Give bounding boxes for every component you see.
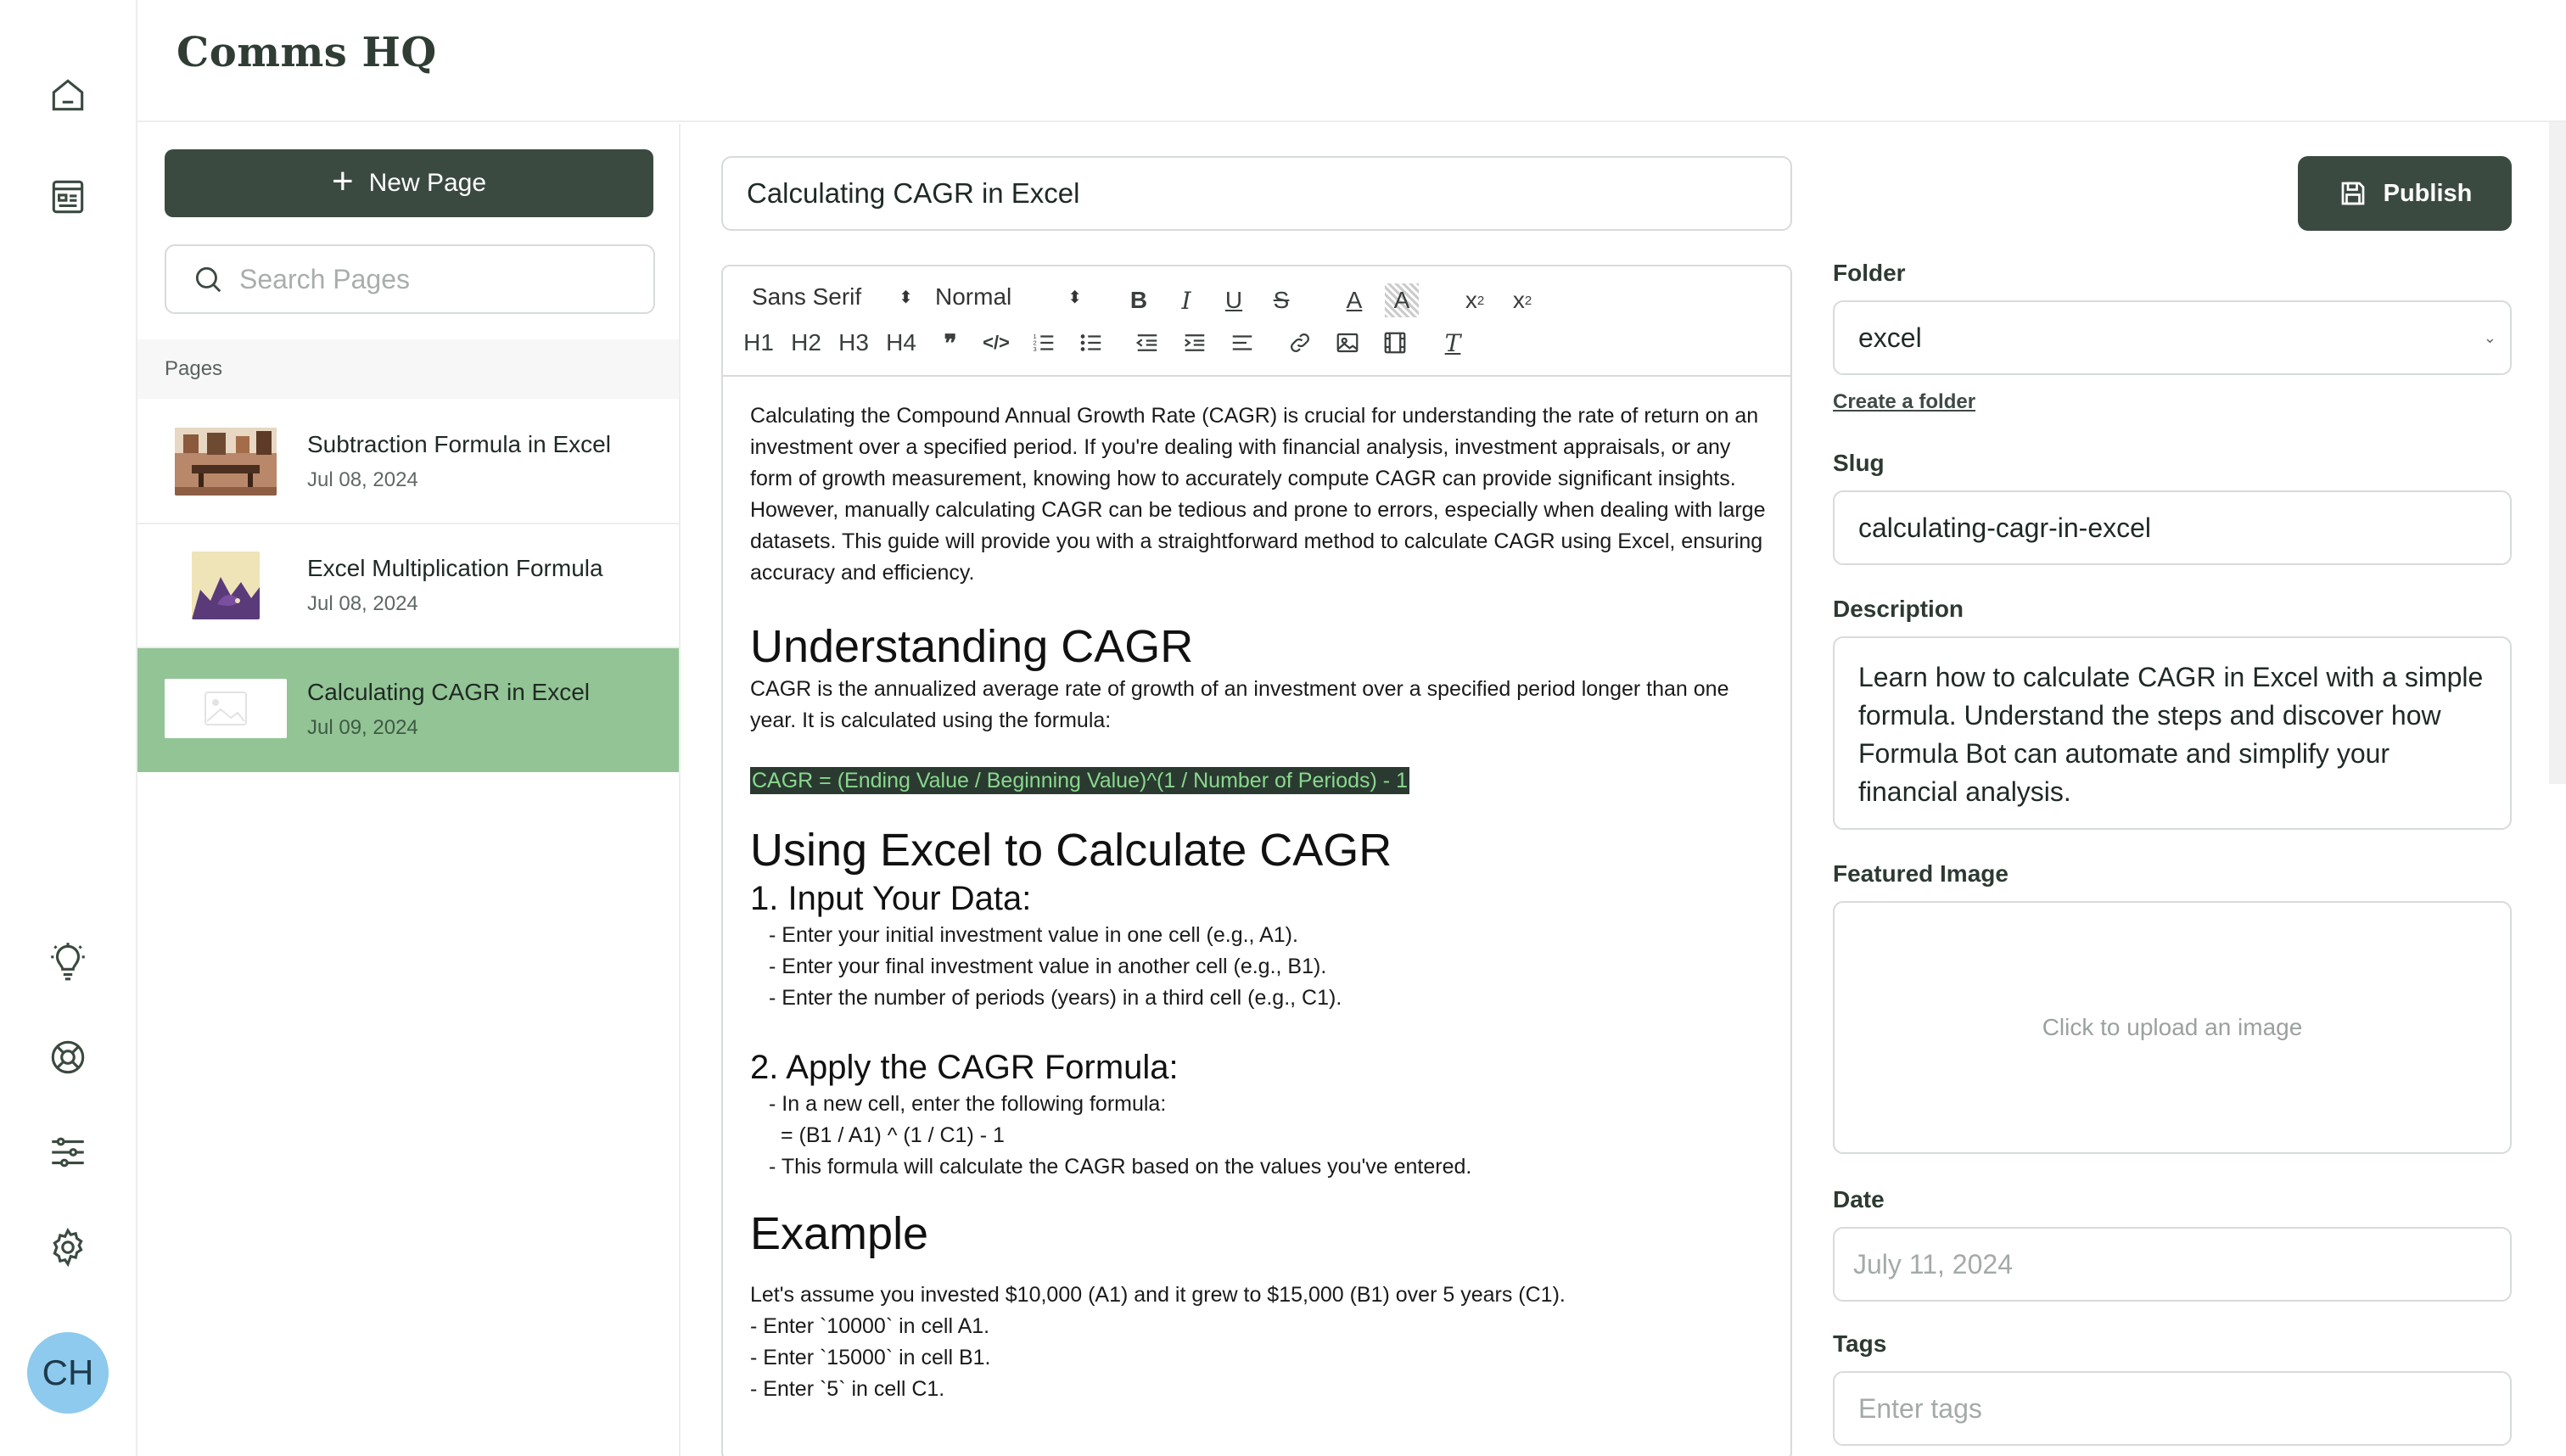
- list-item: - Enter the number of periods (years) in a third cell (e.g., C1).: [769, 986, 1342, 1010]
- plus-icon: +: [331, 160, 354, 202]
- scrollbar[interactable]: [2549, 122, 2566, 784]
- intro-paragraph: Calculating the Compound Annual Growth Rate (CAGR) is crucial for understanding the rate of return on an investment over a specified period. If you're dealing with financial analysis, investment appraisals, or any form of growth measurement, knowing how to accurately compute CAGR can provide significant insights. However, manually calculating CAGR can be tedious and prone to errors, especially when dealing with large datasets. This guide will provide you with a straightforward method to calculate CAGR using Excel, ensuring accuracy and efficiency.: [750, 404, 1766, 585]
- list-item: - Enter your initial investment value in one cell (e.g., A1).: [769, 923, 1298, 947]
- create-folder-link[interactable]: Create a folder: [1833, 390, 1976, 413]
- date-input[interactable]: [1833, 1227, 2512, 1302]
- rich-text-editor[interactable]: [721, 265, 1792, 1456]
- underline-icon[interactable]: U: [1224, 287, 1243, 313]
- blockquote-icon[interactable]: ❞: [944, 329, 957, 356]
- video-icon[interactable]: [1378, 326, 1412, 360]
- heading-apply-formula: 2. Apply the CAGR Formula:: [750, 1049, 1179, 1086]
- publish-label: Publish: [2383, 179, 2473, 207]
- page-item-title: Subtraction Formula in Excel: [307, 431, 611, 457]
- strikethrough-icon[interactable]: S: [1273, 287, 1290, 313]
- font-family-value: Sans Serif: [752, 283, 862, 310]
- heading-2-button[interactable]: [787, 326, 825, 360]
- folder-value: excel: [1858, 322, 1922, 353]
- page-list-item[interactable]: [137, 524, 679, 648]
- list-item: - Enter `15000` in cell B1.: [750, 1346, 991, 1369]
- ordered-list-icon[interactable]: [1027, 326, 1061, 360]
- date-placeholder: July 11, 2024: [1853, 1248, 2013, 1280]
- list-item: - In a new cell, enter the following formula:: [769, 1092, 1167, 1116]
- pages-section-label: Pages: [137, 339, 679, 399]
- folder-label: Folder: [1833, 260, 1906, 286]
- list-item: - Enter your final investment value in another cell (e.g., B1).: [769, 955, 1327, 978]
- heading-understanding: Understanding CAGR: [750, 621, 1194, 672]
- editor-toolbar: [723, 266, 1792, 377]
- lifebuoy-icon[interactable]: [39, 1028, 97, 1086]
- chevron-down-icon: ⌄: [2483, 328, 2496, 346]
- featured-image-upload[interactable]: [1833, 901, 2512, 1154]
- h1-label: H1: [743, 329, 774, 356]
- page-list-item-active[interactable]: [137, 648, 679, 772]
- page-thumbnail: [192, 552, 260, 619]
- page-thumbnail: [175, 428, 277, 496]
- heading-3-button[interactable]: [835, 326, 872, 360]
- slug-label: Slug: [1833, 450, 1885, 476]
- font-size-value: Normal: [935, 283, 1012, 310]
- h2-label: H2: [791, 329, 821, 356]
- description-textarea[interactable]: [1833, 636, 2512, 830]
- example-paragraph: Let's assume you invested $10,000 (A1) and it grew to $15,000 (B1) over 5 years (C1).: [750, 1283, 1566, 1307]
- new-page-button[interactable]: [165, 149, 653, 217]
- heading-example: Example: [750, 1208, 929, 1259]
- slug-value: calculating-cagr-in-excel: [1858, 512, 2152, 543]
- font-size-select[interactable]: [935, 283, 1082, 311]
- formula-line: = (B1 / A1) ^ (1 / C1) - 1: [781, 1123, 1005, 1147]
- page-title-input[interactable]: [721, 156, 1792, 231]
- list-item: - This formula will calculate the CAGR based on the values you've entered.: [769, 1155, 1472, 1179]
- outdent-icon[interactable]: [1130, 326, 1164, 360]
- svg-text:2: 2: [1033, 339, 1037, 347]
- page-item-title: Calculating CAGR in Excel: [307, 679, 591, 705]
- heading-1-button[interactable]: [740, 326, 777, 360]
- svg-text:3: 3: [1033, 345, 1037, 353]
- featured-image-label: Featured Image: [1833, 860, 2009, 887]
- lightbulb-icon[interactable]: [39, 933, 97, 991]
- search-box[interactable]: [165, 244, 655, 314]
- image-icon[interactable]: [1331, 326, 1364, 360]
- page-item-title: Excel Multiplication Formula: [307, 555, 603, 581]
- page-item-date: Jul 09, 2024: [307, 716, 418, 739]
- h4-label: H4: [886, 329, 916, 356]
- superscript-icon[interactable]: x 2: [1465, 287, 1485, 313]
- page-list-item[interactable]: [137, 400, 679, 524]
- search-icon: [192, 263, 224, 295]
- home-icon[interactable]: [39, 66, 97, 124]
- app-title: Comms HQ: [176, 29, 437, 76]
- avatar[interactable]: CH: [27, 1332, 109, 1414]
- text-color-icon[interactable]: A: [1346, 287, 1363, 313]
- upload-hint: Click to upload an image: [2042, 1014, 2303, 1040]
- sliders-icon[interactable]: [39, 1123, 97, 1181]
- bold-icon[interactable]: B: [1129, 287, 1148, 313]
- h3-label: H3: [838, 329, 869, 356]
- gear-icon[interactable]: [39, 1218, 97, 1276]
- svg-text:1: 1: [1033, 333, 1037, 340]
- folder-select[interactable]: [1833, 300, 2512, 375]
- top-header: [137, 0, 2566, 122]
- save-icon: [2338, 178, 2368, 209]
- bullet-list-icon[interactable]: [1074, 326, 1108, 360]
- highlight-color-icon[interactable]: A: [1385, 283, 1419, 317]
- tags-placeholder: Enter tags: [1858, 1392, 1982, 1424]
- publish-button[interactable]: [2298, 156, 2512, 231]
- align-icon[interactable]: [1225, 326, 1259, 360]
- editor-content[interactable]: [750, 400, 1773, 1405]
- italic-icon[interactable]: I: [1181, 286, 1191, 315]
- description-label: Description: [1833, 596, 1964, 622]
- tags-label: Tags: [1833, 1330, 1887, 1357]
- clear-format-icon[interactable]: T: [1444, 328, 1461, 357]
- list-item: - Enter `10000` in cell A1.: [750, 1314, 990, 1338]
- formula-highlight: CAGR = (Ending Value / Beginning Value)^(1 / Number of Periods) - 1: [752, 769, 1408, 792]
- search-input[interactable]: [239, 264, 647, 295]
- date-label: Date: [1833, 1186, 1885, 1212]
- new-page-label: New Page: [368, 169, 487, 197]
- icon-rail: [0, 0, 137, 1456]
- select-arrows-icon: ⬍: [899, 288, 913, 307]
- page-item-date: Jul 08, 2024: [307, 468, 418, 491]
- pages-panel: [137, 124, 681, 1456]
- pages-icon[interactable]: [39, 168, 97, 226]
- page-item-date: Jul 08, 2024: [307, 592, 418, 615]
- slug-input[interactable]: [1833, 490, 2512, 565]
- indent-icon[interactable]: [1178, 326, 1212, 360]
- heading-4-button[interactable]: [882, 326, 920, 360]
- image-placeholder-icon: [165, 679, 287, 738]
- description-value: Learn how to calculate CAGR in Excel with a simple formula. Understand the steps and discover how Formula Bot can automate and simplify your financial analysis.: [1858, 662, 2484, 807]
- link-icon[interactable]: [1283, 326, 1317, 360]
- tags-input[interactable]: [1833, 1371, 2512, 1446]
- select-arrows-icon: ⬍: [1067, 288, 1082, 307]
- code-icon[interactable]: </>: [983, 332, 1010, 353]
- heading-using-excel: Using Excel to Calculate CAGR: [750, 825, 1392, 876]
- heading-input-data: 1. Input Your Data:: [750, 880, 1032, 917]
- subscript-icon[interactable]: x 2: [1512, 287, 1532, 313]
- understanding-paragraph: CAGR is the annualized average rate of growth of an investment over a specified period longer than one year. It is calculated using the formula:: [750, 677, 1729, 732]
- font-family-select[interactable]: [752, 283, 913, 311]
- list-item: - Enter `5` in cell C1.: [750, 1377, 945, 1401]
